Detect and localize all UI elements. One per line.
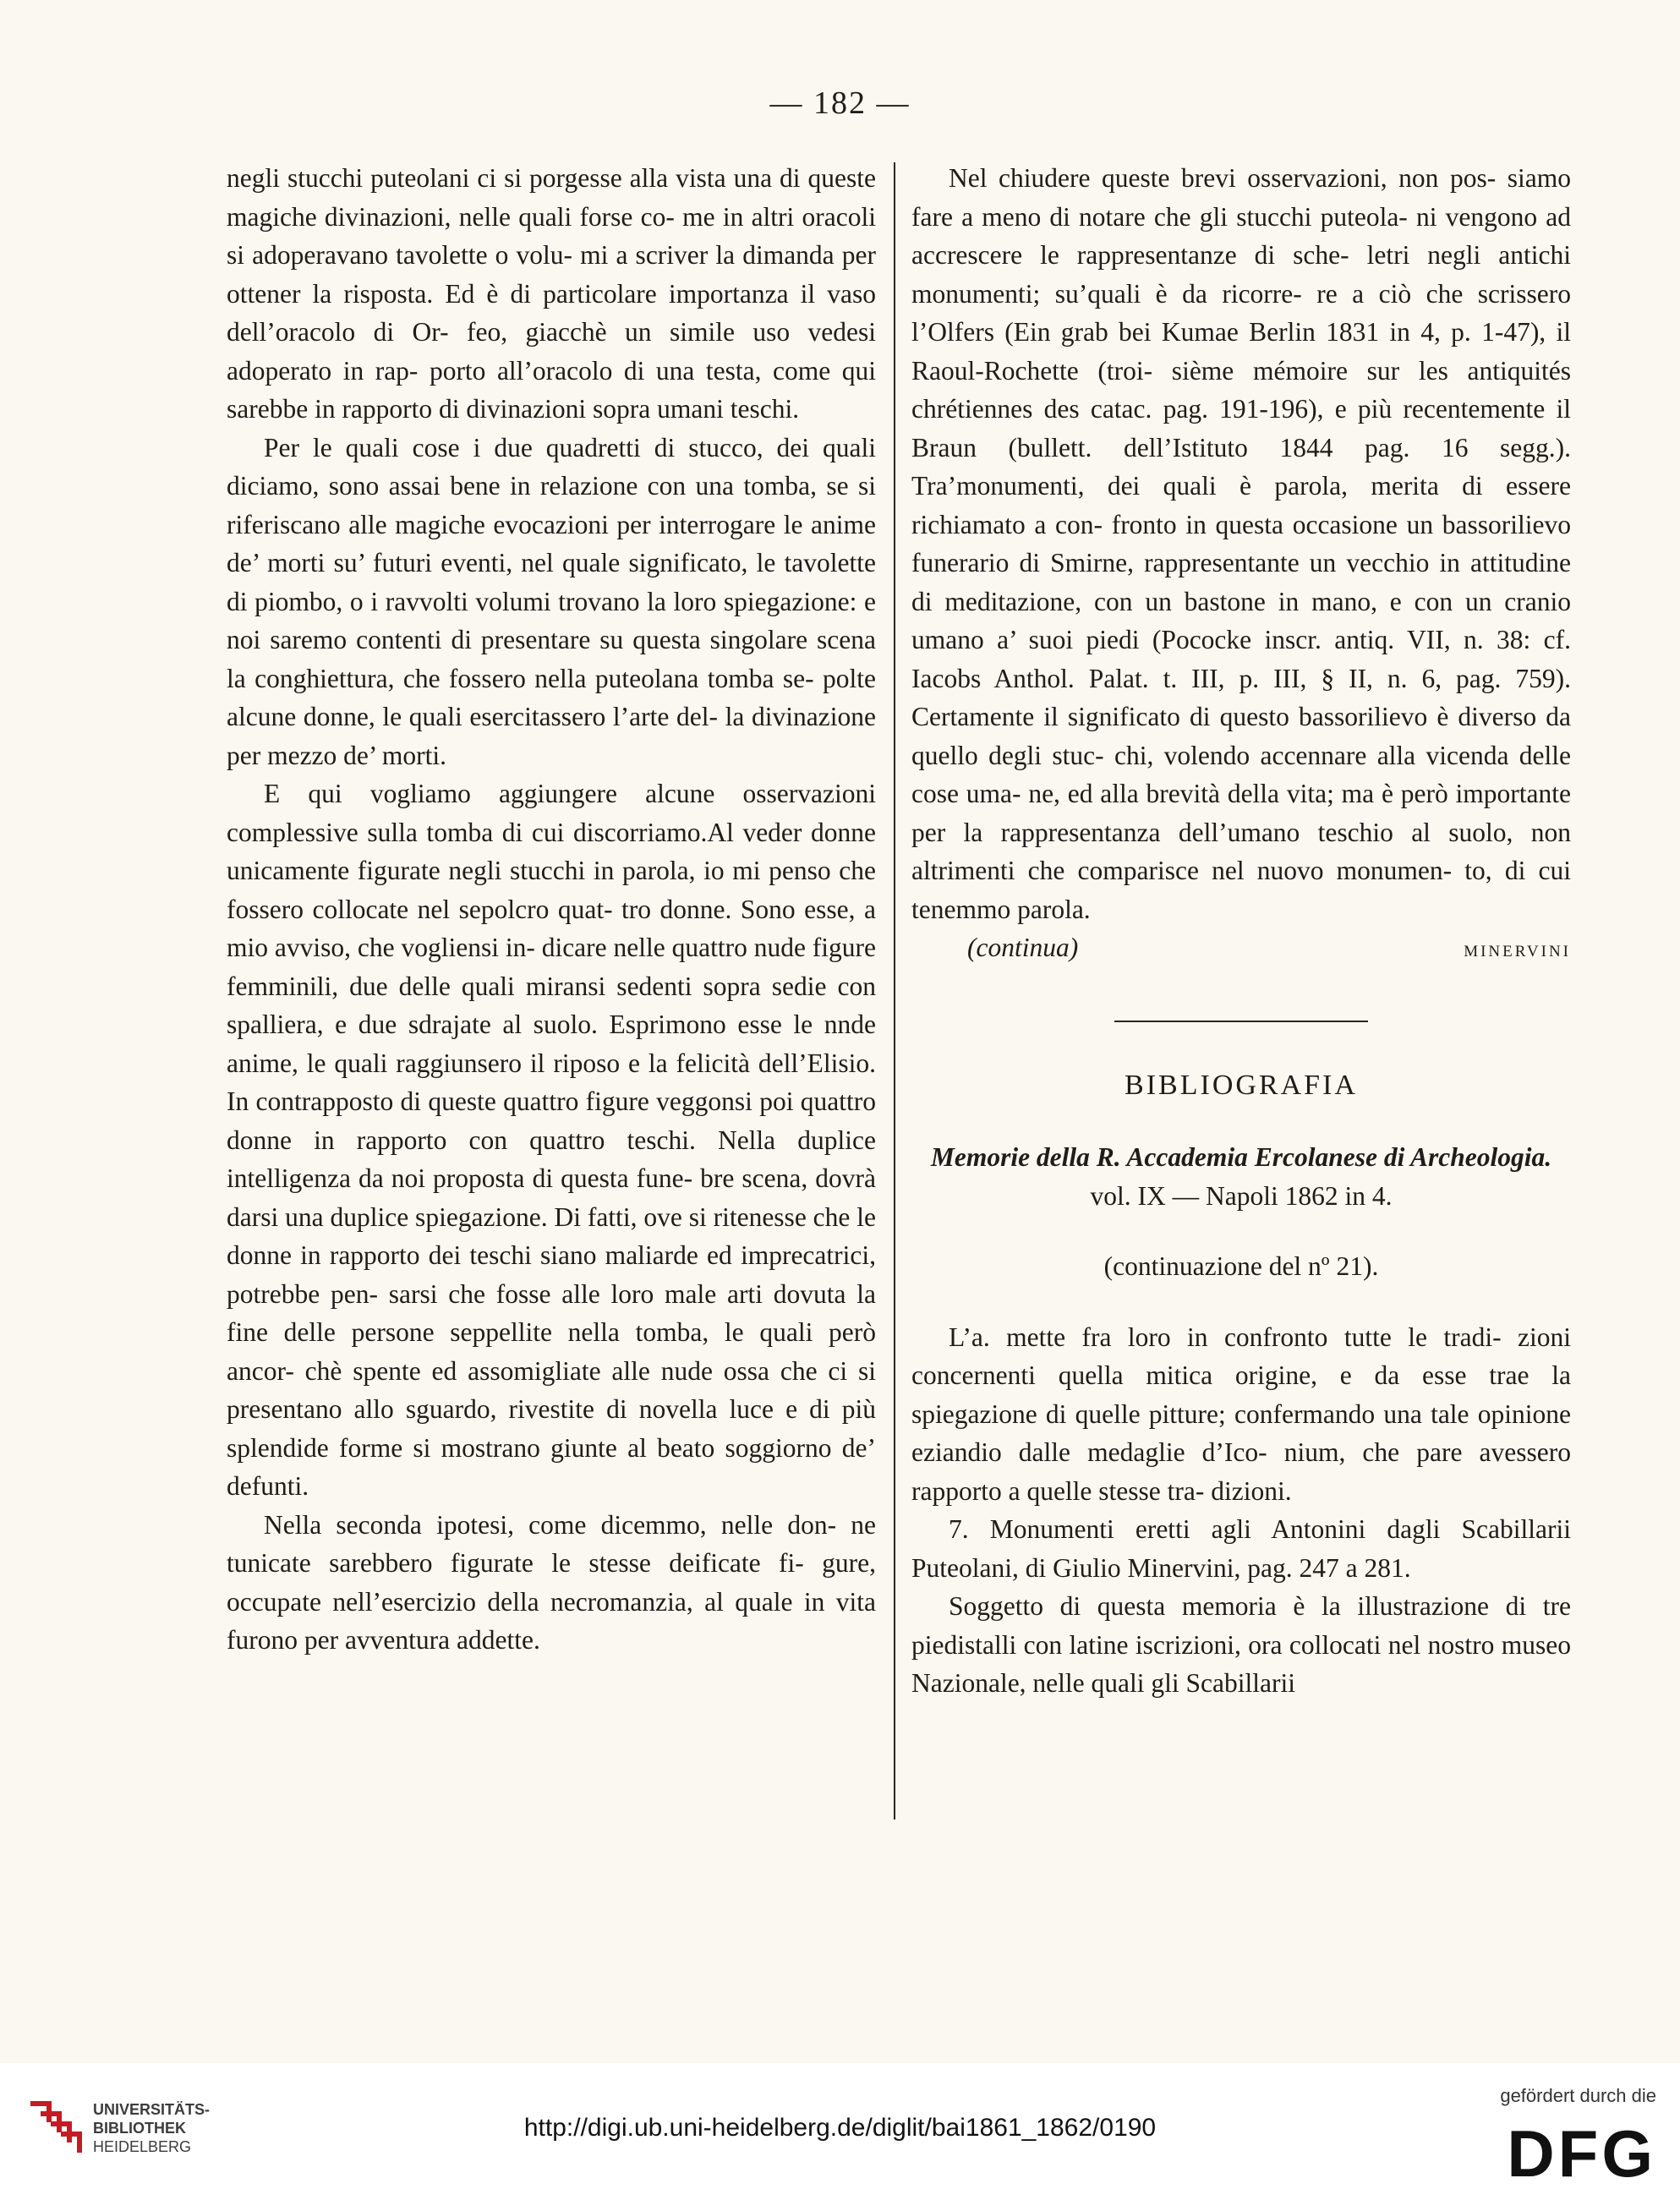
continua-note: (continua) [967,933,1079,962]
section-divider [1114,1021,1368,1022]
spacer [911,1286,1571,1318]
paragraph: E qui vogliamo aggiungere alcune osservazioni complessive sulla tomba di cui discorriamo.Al veder donne unicamente figurate negli stucchi in parola, io mi penso che fossero collocate nel sepolcro quat- tro donne. Sono esse, a mio avviso, che vogliensi in- dicare nelle quattro nude figure femminili, due delle quali miransi sedenti sopra sedie con spalliera, e due sdrajate al suolo. Esprimono esse le nnde anime, le quali raggiunsero il riposo e la felicità dell’Elisio. In contrapposto di queste quattro figure veggonsi poi quattro donne in rapporto con quattro teschi. Nella duplice intelligenza da noi proposta di questa fune- bre scena, dovrà darsi una duplice spiegazione. Di fatti, ove si ritenesse che le donne in rapporto dei teschi siano maliarde ed imprecatrici, potrebbe pen- sarsi che fosse alle loro male arti dovuta la fine delle persone seppellite nella tomba, le quali però ancor- chè spente ed assomigliate alle nude ossa che ci si presentano allo sguardo, rivestite di novella luce e di più splendide forme si mostrano giunte al beato soggiorno de’ defunti. [227,779,877,1501]
right-column [911,159,1571,1698]
publication-volume: vol. IX — Napoli 1862 in 4. [1090,1180,1393,1211]
publication-title [911,1138,1571,1177]
section-title: BIBLIOGRAFIA [1125,1069,1358,1101]
continuation-note: (continuazione del nº 21). [1103,1251,1379,1281]
footer-bar [0,2063,1680,2200]
institution-line: UNIVERSITÄTS- [93,2101,211,2118]
permalink-url[interactable]: http://digi.ub.uni-heidelberg.de/diglit/bai1861_1862/0190 [523,2114,1157,2142]
author-signature: MINERVINI [1464,943,1571,960]
signature-row [911,928,1571,971]
column-divider [894,162,895,1820]
publication-title-text: Memorie della R. Accademia Ercolanese di Archeologia. [930,1142,1552,1172]
page-number: — 182 — [769,85,911,121]
spacer [911,1215,1571,1247]
paragraph: negli stucchi puteolani ci si porgesse alla vista una di queste magiche divinazioni, nelle quali forse co- me in altri oracoli si adoperavano tavolette o volu- mi a scriver la dimanda per ottener la risposta. Ed è di particolare importanza il vaso dell’oracolo di Or- feo, giacchè un simile uso vedesi adoperato in rap- porto all’oracolo di una testa, come qui sarebbe in rapporto di divinazioni sopra umani teschi. [227,163,876,424]
paragraph: Per le quali cose i due quadretti di stucco, dei quali diciamo, sono assai bene in relazione con una tomba, se si riferiscano alle magiche evocazioni per interrogare le anime de’ morti su’ futuri eventi, nel quale significato, le tavolette di piombo, o i ravvolti volumi trovano la loro spiegazione: e noi saremo contenti di presentare su questa singolare scena la conghiettura, che fossero nella puteolana tomba se- polte alcune donne, le quali esercitassero l’arte del- la divinazione per mezzo de’ morti. [227,432,876,770]
institution-line: BIBLIOTHEK [93,2120,186,2137]
funded-by-label: gefördert durch die [1500,2085,1656,2106]
paragraph: Soggetto di questa memoria è la illustrazione di tre piedistalli con latine iscrizioni, ora collocati nel nostro museo Nazionale, nelle quali gli Scabillarii [911,1591,1571,1698]
paragraph: 7. Monumenti eretti agli Antonini dagli Scabillarii Puteolani, di Giulio Minervini, pag. 247 a 281. [911,1514,1571,1583]
dfg-logo: DFG [1507,2116,1656,2191]
paragraph: L’a. mette fra loro in confronto tutte le tradi- zioni concernenti quella mitica origine, e da esse trae la spiegazione di quelle pitture; confermando una tale opinione eziandio dalle medaglie d’Ico- nium, che pare avessero rapporto a quelle stesse tra- dizioni. [911,1322,1571,1506]
institution-line: HEIDELBERG [93,2138,192,2155]
paragraph: Nella seconda ipotesi, come dicemmo, nelle don- ne tunicate sarebbero figurate le stesse deificate fi- gure, occupate nell’esercizio della necromanzia, al quale in vita furono per avventura addette. [227,1509,876,1655]
left-column [227,159,876,1681]
paragraph: Nel chiudere queste brevi osservazioni, non pos- siamo fare a meno di notare che gli stucchi puteola- ni vengono ad accrescere le rappresentanze di sche- letri negli antichi monumenti; su’quali è da ricorre- re a ciò che scrissero l’Olfers (Ein grab bei Kumae Berlin 1831 in 4, p. 1-47), il Raoul-Rochette (troi- sième mémoire sur les antiquités chrétiennes des catac. pag. 191-196), e più recentemente il Braun (bullett. dell’Istituto 1844 pag. 16 segg.). Tra’monumenti, dei quali è parola, merita di essere richiamato a con- fronto in questa occasione un bassorilievo funerario di Smirne, rappresentante un vecchio in attitudine di meditazione, con un bastone in mano, e con un cranio umano a’ suoi piedi (Pococke inscr. antiq. VII, n. 38: cf. Iacobs Anthol. Palat. t. III, p. III, § II, n. 6, pag. 759). Certamente il significato di questo bassorilievo è diverso da quello degli stuc- chi, volendo accennare alla vicenda delle cose uma- ne, ed alla brevità della vita; ma è però importante per la rappresentanza dell’umano teschio al suolo, non altrimenti che comparisce nel nuovo monumen- to, di cui tenemmo parola. [911,163,1571,924]
